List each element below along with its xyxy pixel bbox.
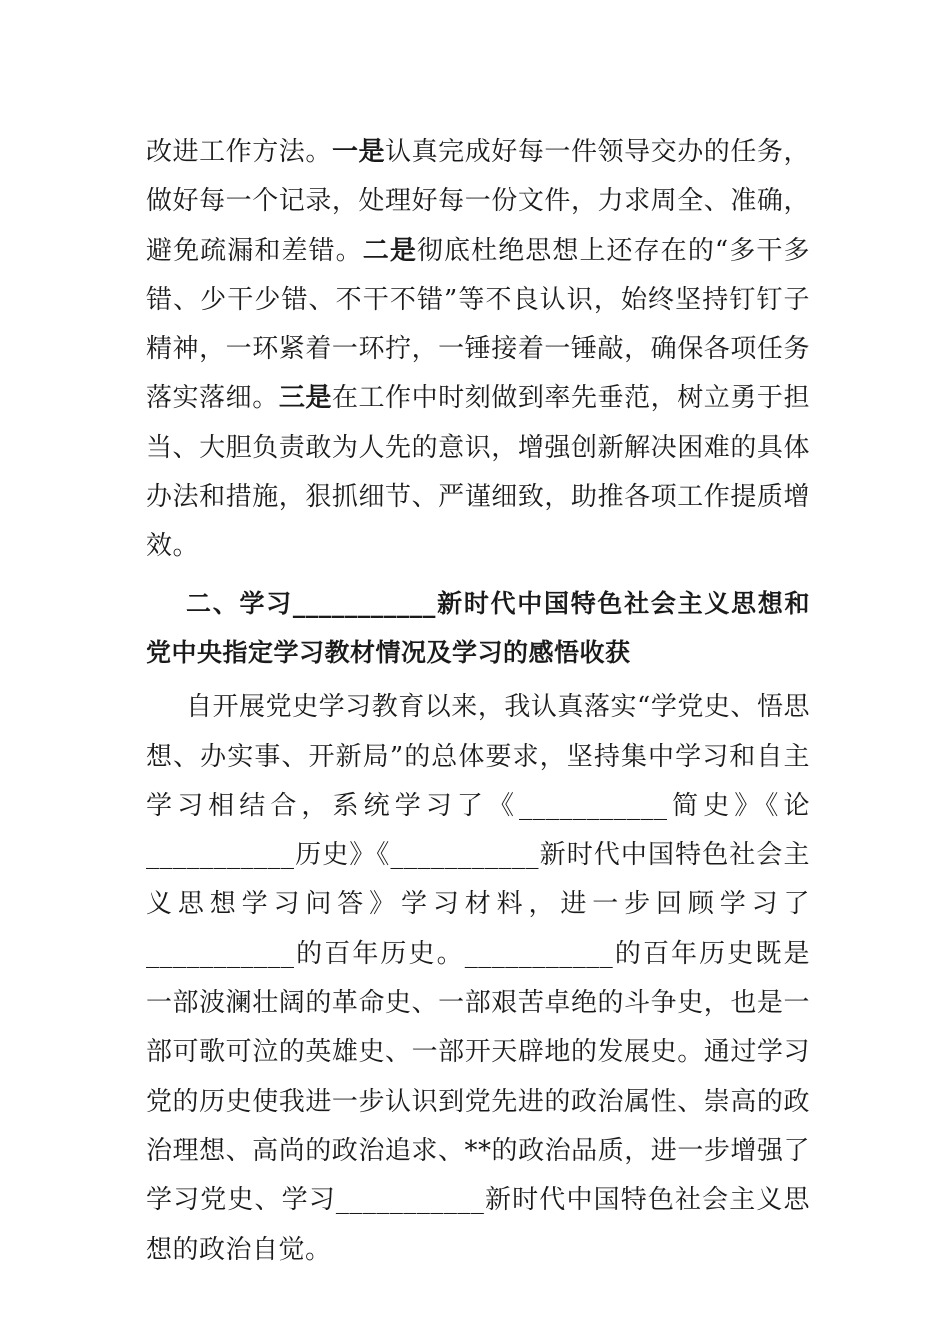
- text-segment: 彻底杜绝思想上还存在的“多干多错、少干少错、不干不错”等不良认识，始终坚持钉钉子精神，一环紧着一环拧，一锤接着一锤敲，确保各项任务落实落细。: [146, 235, 810, 414]
- paragraph-study-history: 自开展党史学习教育以来，我认真落实“学党史、悟思想、办实事、开新局”的总体要求，坚持集中学习和自主学习相结合，系统学习了《___________简史》《论___________历史》《___________新时代中国特色社会主义思想学习问答》学习材料，进一步回顾学习了___________的百年历史。___________的百年历史既是一部波澜壮阔的革命史、一部艰苦卓绝的斗争史，也是一部可歌可泣的英雄史、一部开天辟地的发展史。通过学习党的历史使我进一步认识到党先进的政治属性、崇高的政治理想、高尚的政治追求、**的政治品质，进一步增强了学习党史、学习___________新时代中国特色社会主义思想的政治自觉。: [146, 692, 810, 1265]
- text-segment: 改进工作方法。: [146, 137, 332, 167]
- document-page: [146, 128, 810, 1275]
- paragraph-work-methods: [146, 128, 810, 572]
- bold-marker-third: 三是: [278, 383, 332, 414]
- text-segment: 认真完成好每一件领导交办的任务，做好每一个记录，处理好每一份文件，力求周全、准确，避免疏漏和差错。: [146, 137, 810, 266]
- bold-marker-second: 二是: [362, 235, 417, 266]
- section-heading-two: 二、学习___________新时代中国特色社会主义思想和党中央指定学习教材情况及学习的感悟收获: [146, 588, 810, 667]
- text-segment: 在工作中时刻做到率先垂范，树立勇于担当、大胆负责敢为人先的意识，增强创新解决困难的具体办法和措施，狠抓细节、严谨细致，助推各项工作提质增效。: [146, 383, 810, 562]
- bold-marker-first: 一是: [331, 137, 386, 167]
